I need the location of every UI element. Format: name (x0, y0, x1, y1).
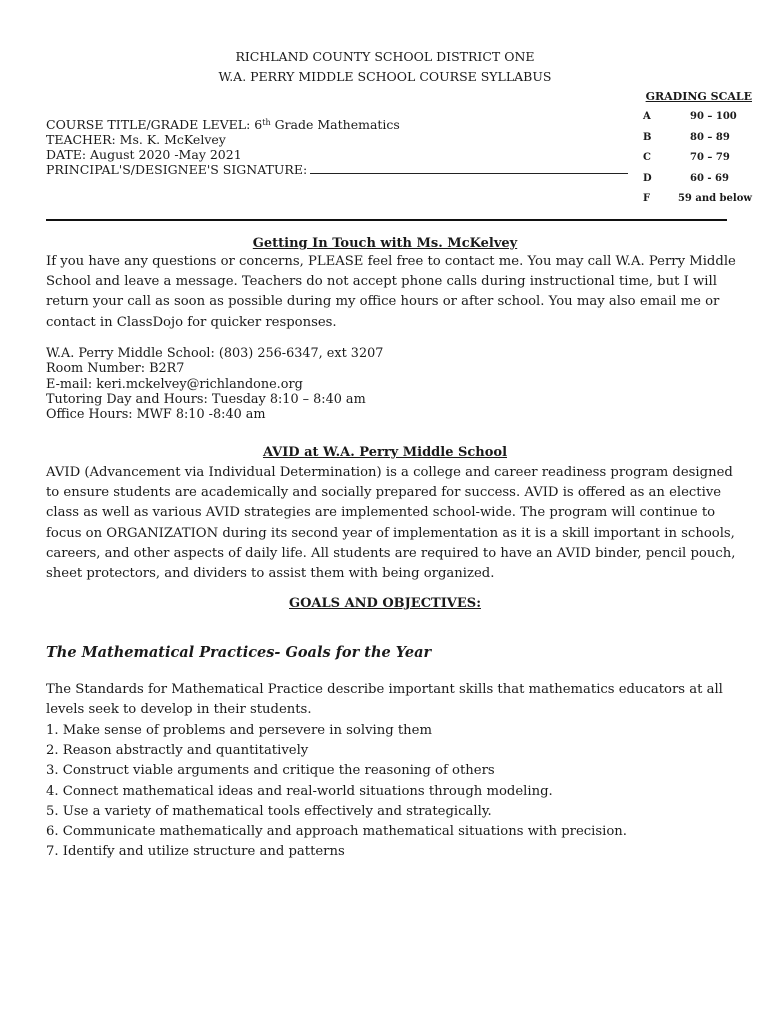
room-number: Room Number: B2R7 (46, 361, 185, 377)
contact-heading: Getting In Touch with Ms. McKelvey (252, 236, 518, 251)
grade-row: D 60 - 69 (643, 172, 729, 184)
grade-row: B 80 – 89 (643, 131, 730, 143)
teacher-name: TEACHER: Ms. K. McKelvey (46, 132, 226, 147)
avid-paragraph: AVID (Advancement via Individual Determination) is a college and career readiness program designed to ensure students are academically and socially prepared for success. AVID is offered as an elective class as well as various AVID strategies are implemented school-wide. The program will continue to focus on ORGANIZATION during its second year of implementation as it is a skill important in schools, careers, and other aspects of daily life. All students are required to have an AVID binder, pencil pouch, sheet protectors, and dividers to assist them with being organized. (46, 465, 736, 582)
course-info (46, 117, 628, 177)
list-item: 1. Make sense of problems and persevere in solving them (46, 723, 432, 738)
list-item: 2. Reason abstractly and quantitatively (46, 743, 309, 759)
practices-intro: The Standards for Mathematical Practice describe important skills that mathematics educators at all levels seek to develop in their students. (46, 682, 723, 718)
practices-list (46, 721, 627, 862)
grade-row: F 59 and below (643, 193, 752, 204)
document-header (0, 47, 770, 87)
grade-row: C 70 – 79 (643, 152, 730, 163)
course-title: COURSE TITLE/GRADE LEVEL: 6th Grade Mathematics (46, 117, 400, 132)
school-phone: W.A. Perry Middle School: (803) 256-6347, ext 3207 (46, 346, 384, 361)
office-hours: Office Hours: MWF 8:10 -8:40 am (46, 407, 266, 423)
signature-label: PRINCIPAL'S/DESIGNEE'S SIGNATURE: (46, 162, 308, 177)
goals-heading: GOALS AND OBJECTIVES: (289, 596, 481, 611)
signature-row (46, 162, 628, 177)
syllabus-title: W.A. PERRY MIDDLE SCHOOL COURSE SYLLABUS (218, 69, 552, 84)
grading-scale (640, 90, 752, 210)
grading-scale-title: GRADING SCALE (645, 90, 752, 103)
course-date: DATE: August 2020 -May 2021 (46, 147, 242, 162)
list-item: 5. Use a variety of mathematical tools effectively and strategically. (46, 803, 492, 819)
list-item: 6. Communicate mathematically and approach mathematical situations with precision. (46, 824, 627, 840)
list-item: 4. Connect mathematical ideas and real-world situations through modeling. (46, 783, 553, 799)
district-name: RICHLAND COUNTY SCHOOL DISTRICT ONE (235, 49, 535, 64)
contact-details (46, 346, 383, 422)
list-item: 3. Construct viable arguments and critique the reasoning of others (46, 763, 495, 779)
tutoring-hours: Tutoring Day and Hours: Tuesday 8:10 – 8:40 am (46, 391, 366, 407)
grade-row: A 90 – 100 (643, 111, 737, 122)
email-address: E-mail: keri.mckelvey@richlandone.org (46, 376, 303, 392)
contact-paragraph: If you have any questions or concerns, PLEASE feel free to contact me. You may call W.A. Perry Middle School and leave a message. Teachers do not accept phone calls during instructional time, but I will return your call as soon as possible during my office hours or after school. You may also email me or contact in ClassDojo for quicker responses. (46, 254, 736, 330)
avid-heading: AVID at W.A. Perry Middle School (262, 445, 508, 460)
practices-subheading: The Mathematical Practices- Goals for the Year (46, 644, 432, 661)
signature-line (310, 163, 628, 174)
horizontal-divider (46, 219, 727, 221)
list-item: 7. Identify and utilize structure and patterns (46, 844, 345, 860)
